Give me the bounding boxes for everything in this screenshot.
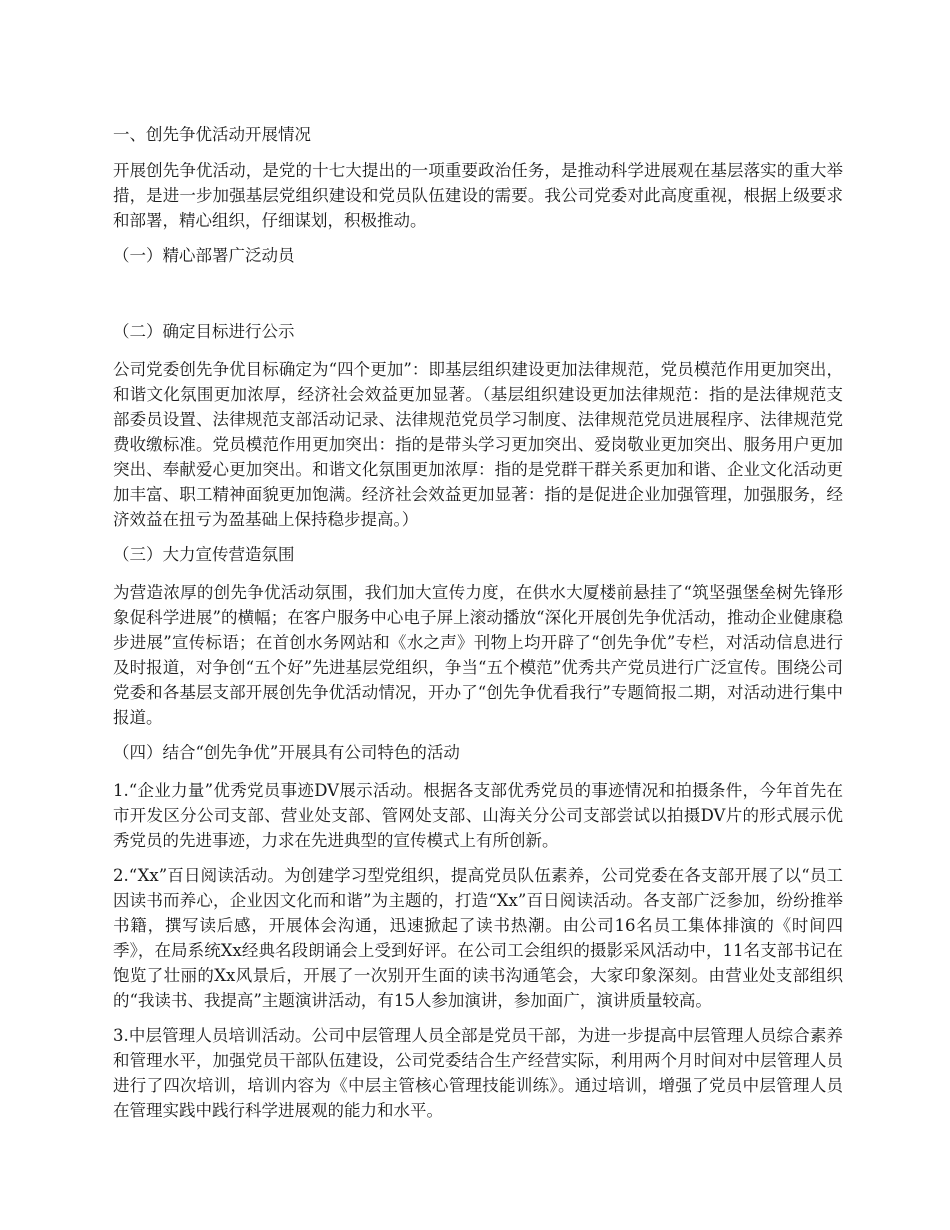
section-2-body: 公司党委创先争优目标确定为“四个更加”：即基层组织建设更加法律规范，党员模范作用更加突出，和谐文化氛围更加浓厚，经济社会效益更加显著。（基层组织建设更加法律规范：指的是法律规范支部委员设置、法律规范支部活动记录、法律规范党员学习制度、法律规范党员进展程序、法律规范党费收缴标准。党员模范作用更加突出：指的是带头学习更加突出、爱岗敬业更加突出、服务用户更加突出、奉献爱心更加突出。和谐文化氛围更加浓厚：指的是党群干群关系更加和谐、企业文化活动更加丰富、职工精神面貌更加饱满。经济社会效益更加显著：指的是促进企业加强管理，加强服务，经济效益在扭亏为盈基础上保持稳步提高。） bbox=[113, 360, 843, 529]
section-4-title: （四）结合“创先争优”开展具有公司特色的活动 bbox=[113, 743, 460, 762]
section-3-title: （三）大力宣传营造氛围 bbox=[113, 545, 295, 564]
intro-paragraph: 开展创先争优活动，是党的十七大提出的一项重要政治任务，是推动科学进展观在基层落实的重大举措，是进一步加强基层党组织建设和党员队伍建设的需要。我公司党委对此高度重视，根据上级要求和部署，精心组织，仔细谋划，积极推动。 bbox=[113, 161, 843, 230]
section-1-title: （一）精心部署广泛动员 bbox=[113, 246, 295, 265]
blank-gap bbox=[113, 281, 843, 319]
section-3-body: 为营造浓厚的创先争优活动氛围，我们加大宣传力度，在供水大厦楼前悬挂了“筑坚强堡垒树先锋形象促科学进展”的横幅；在客户服务中心电子屏上滚动播放“深化开展创先争优活动，推动企业健康稳步进展”宣传标语；在首创水务网站和《水之声》刊物上均开辟了“创先争优”专栏，对活动信息进行及时报道，对争创“五个好”先进基层党组织，争当“五个模范”优秀共产党员进行广泛宣传。围绕公司党委和各基层支部开展创先争优活动情况，开办了“创先争优看我行”专题简报二期，对活动进行集中报道。 bbox=[113, 583, 843, 727]
activity-item-1: 1.“企业力量”优秀党员事迹DV展示活动。根据各支部优秀党员的事迹情况和拍摄条件，今年首先在市开发区分公司支部、营业处支部、管网处支部、山海关分公司支部尝试以拍摄DV片的形式展示优秀党员的先进事迹，力求在先进典型的宣传模式上有所创新。 bbox=[113, 781, 843, 850]
document-heading: 一、创先争优活动开展情况 bbox=[113, 125, 311, 144]
section-2-title: （二）确定目标进行公示 bbox=[113, 322, 295, 341]
activity-item-2: 2.“Xx”百日阅读活动。为创建学习型党组织，提高党员队伍素养，公司党委在各支部开展了以“员工因读书而养心，企业因文化而和谐”为主题的，打造“Xx”百日阅读活动。各支部广泛参加，纷纷推举书籍，撰写读后感，开展体会沟通，迅速掀起了读书热潮。由公司16名员工集体排演的《时间四季》，在局系统Xx经典名段朗诵会上受到好评。在公司工会组织的摄影采风活动中，11名支部书记在饱览了壮丽的Xx风景后，开展了一次别开生面的读书沟通笔会，大家印象深刻。由营业处支部组织的“我读书、我提高”主题演讲活动，有15人参加演讲，参加面广，演讲质量较高。 bbox=[113, 866, 843, 1010]
document-page bbox=[113, 122, 843, 1133]
activity-item-3: 3.中层管理人员培训活动。公司中层管理人员全部是党员干部，为进一步提高中层管理人员综合素养和管理水平，加强党员干部队伍建设，公司党委结合生产经营实际，利用两个月时间对中层管理人员进行了四次培训，培训内容为《中层主管核心管理技能训练》。通过培训，增强了党员中层管理人员在管理实践中践行科学进展观的能力和水平。 bbox=[113, 1026, 843, 1120]
